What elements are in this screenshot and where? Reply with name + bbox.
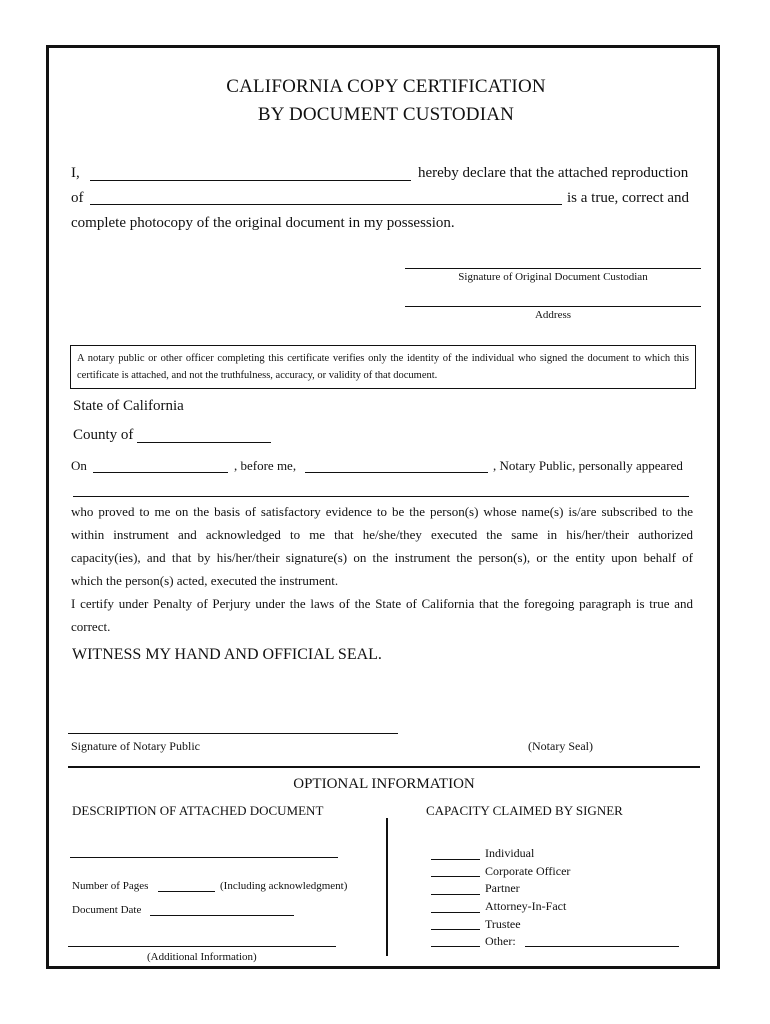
description-heading: DESCRIPTION OF ATTACHED DOCUMENT <box>72 803 324 818</box>
document-date-field[interactable] <box>150 915 294 916</box>
optional-info-heading: OPTIONAL INFORMATION <box>293 776 475 792</box>
capacity-attorney-in-fact: Attorney-In-Fact <box>485 899 567 913</box>
witness-statement: WITNESS MY HAND AND OFFICIAL SEAL. <box>72 646 382 663</box>
on-label: On <box>71 458 87 473</box>
declaration-hereby-text: hereby declare that the attached reproduction <box>418 165 689 181</box>
capacity-other-field[interactable] <box>525 946 679 947</box>
document-title-field[interactable] <box>70 857 338 858</box>
notary-signature-label: Signature of Notary Public <box>71 739 200 753</box>
notary-seal-label: (Notary Seal) <box>528 739 593 753</box>
capacity-individual: Individual <box>485 846 535 860</box>
acknowledgment-line: capacity(ies), and that by his/her/their signature(s) on the instrument the person(s), or the entity upon behalf of <box>71 550 693 565</box>
capacity-trustee: Trustee <box>485 917 521 931</box>
declaration-true-correct-text: is a true, correct and <box>567 190 690 206</box>
county-label: County of <box>73 427 134 443</box>
capacity-checkline-individual[interactable] <box>431 859 480 860</box>
acknowledgment-date-field[interactable] <box>93 472 228 473</box>
page-title-line1: CALIFORNIA COPY CERTIFICATION <box>226 76 546 97</box>
perjury-line: correct. <box>71 619 111 634</box>
number-of-pages-label: Number of Pages <box>72 880 149 892</box>
capacity-checkline-attorney[interactable] <box>431 912 480 913</box>
including-ack-label: (Including acknowledgment) <box>220 880 348 892</box>
custodian-address-label: Address <box>534 309 572 321</box>
perjury-line: I certify under Penalty of Perjury under the laws of the State of California that the foregoing paragraph is true and <box>71 596 693 611</box>
capacity-checkline-other[interactable] <box>431 946 480 947</box>
acknowledgment-line: which the person(s) acted, executed the instrument. <box>71 573 339 588</box>
signer-names-field[interactable] <box>73 496 689 497</box>
column-divider <box>386 818 388 956</box>
custodian-signature-line[interactable] <box>405 268 701 269</box>
acknowledgment-line: who proved to me on the basis of satisfactory evidence to be the person(s) whose name(s) is/are subscribed to the <box>71 504 693 519</box>
declaration-of-label: of <box>71 190 84 206</box>
notary-public-label: , Notary Public, personally appeared <box>493 458 683 473</box>
notary-name-field[interactable] <box>305 472 488 473</box>
capacity-corporate-officer: Corporate Officer <box>485 864 571 878</box>
page-title-line2: BY DOCUMENT CUSTODIAN <box>257 104 515 125</box>
state-label: State of California <box>73 398 184 414</box>
document-description-field[interactable] <box>90 204 562 205</box>
additional-info-field[interactable] <box>68 946 336 947</box>
additional-info-label: (Additional Information) <box>147 951 257 963</box>
document-date-label: Document Date <box>72 904 142 916</box>
custodian-address-line[interactable] <box>405 306 701 307</box>
custodian-name-field[interactable] <box>90 180 411 181</box>
capacity-other: Other: <box>485 934 516 948</box>
capacity-partner: Partner <box>485 881 520 895</box>
declaration-complete-text: complete photocopy of the original document in my possession. <box>71 215 455 231</box>
capacity-checkline-partner[interactable] <box>431 894 480 895</box>
notary-notice-box: A notary public or other officer completing this certificate verifies only the identity of the individual who signed the document to which this certificate is attached, and not the truthfulness, accuracy, or validity of that document. <box>70 345 696 389</box>
section-divider <box>68 766 700 768</box>
county-field[interactable] <box>137 442 271 443</box>
custodian-signature-label: Signature of Original Document Custodian <box>458 271 648 283</box>
declaration-i-label: I, <box>71 165 80 181</box>
capacity-heading: CAPACITY CLAIMED BY SIGNER <box>426 803 623 818</box>
number-of-pages-field[interactable] <box>158 891 215 892</box>
acknowledgment-paragraph <box>71 500 693 638</box>
capacity-checkline-corporate-officer[interactable] <box>431 876 480 877</box>
notary-signature-line[interactable] <box>68 733 398 734</box>
capacity-checkline-trustee[interactable] <box>431 929 480 930</box>
acknowledgment-line: within instrument and acknowledged to me that he/she/they executed the same in his/her/their authorized <box>71 527 693 542</box>
before-me-label: , before me, <box>234 458 297 473</box>
